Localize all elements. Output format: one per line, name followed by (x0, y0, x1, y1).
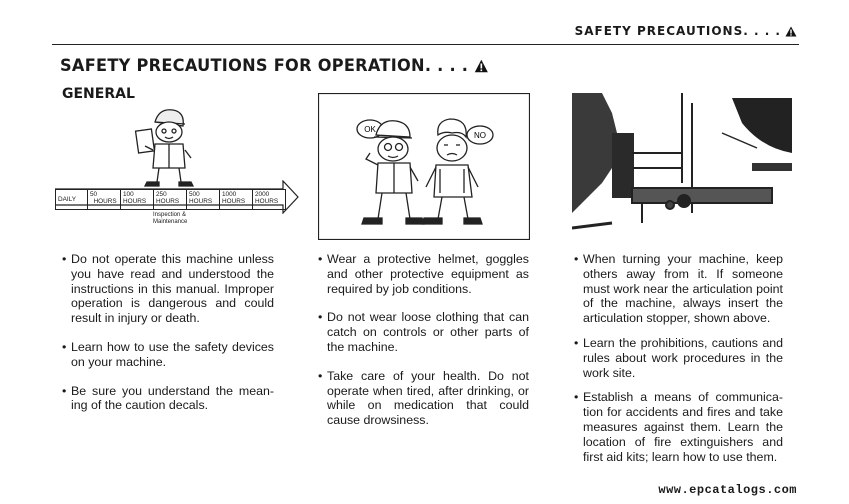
timeline-cell: 1000 HOURS (220, 190, 253, 210)
list-item: • Do not operate this machine unless you have read and understood the instructions in this manual. Improper operation is dangerous and could result in injury or death. (62, 252, 274, 326)
warning-triangle-icon (785, 26, 797, 37)
running-header (575, 24, 797, 38)
section-subtitle: GENERAL (62, 86, 135, 102)
timeline-cell: 250 HOURS (154, 190, 187, 210)
page-title-text: SAFETY PRECAUTIONS FOR OPERATION. . . . (60, 56, 469, 76)
articulation-stopper-photo (572, 93, 798, 240)
helmet-comparison-illustration (318, 93, 530, 240)
list-item: • Wear a protective helmet, goggles and other protective equipment as required by job conditions. (318, 252, 529, 296)
list-item: • Learn how to use the safety devices on your machine. (62, 340, 274, 370)
maintenance-timeline (55, 189, 286, 210)
list-item: • Take care of your health. Do not operate when tired, after drinking, or while on medication that could cause drowsiness. (318, 369, 529, 428)
list-item: • Establish a means of communica-tion for accidents and fires and take measures against them. Learn the location of fire extinguishers and first aid kits; learn how to use them. (574, 390, 783, 464)
timeline-note: Inspection & Maintenance (153, 212, 188, 225)
page-title (60, 56, 488, 76)
list-item: • When turning your machine, keep others away from it. If someone must work near the articulation point of the machine, always insert the articulation stopper, shown above. (574, 252, 783, 326)
timeline-cell: 2000 HOURS (253, 190, 286, 210)
timeline-cell: 50 HOURS (88, 190, 121, 210)
timeline-cell: 100 HOURS (121, 190, 154, 210)
timeline-cell: DAILY (56, 190, 88, 210)
ok-bubble-label: OK (364, 125, 376, 134)
column-2 (318, 252, 529, 442)
column-1 (62, 252, 274, 427)
no-bubble-label: NO (474, 131, 486, 140)
running-header-text: SAFETY PRECAUTIONS. . . . (574, 24, 781, 38)
list-item: • Do not wear loose clothing that can catch on controls or other parts of the machine. (318, 310, 529, 354)
footer-url[interactable]: www.epcatalogs.com (658, 483, 797, 497)
list-item: • Be sure you understand the mean-ing of the caution decals. (62, 384, 274, 414)
timeline-cell: 500 HOURS (187, 190, 220, 210)
mechanic-illustration (125, 104, 205, 190)
warning-triangle-icon (474, 59, 488, 73)
list-item: • Learn the prohibitions, cautions and rules about work procedures in the work site. (574, 336, 783, 380)
column-3 (574, 252, 783, 464)
header-rule (52, 44, 799, 45)
